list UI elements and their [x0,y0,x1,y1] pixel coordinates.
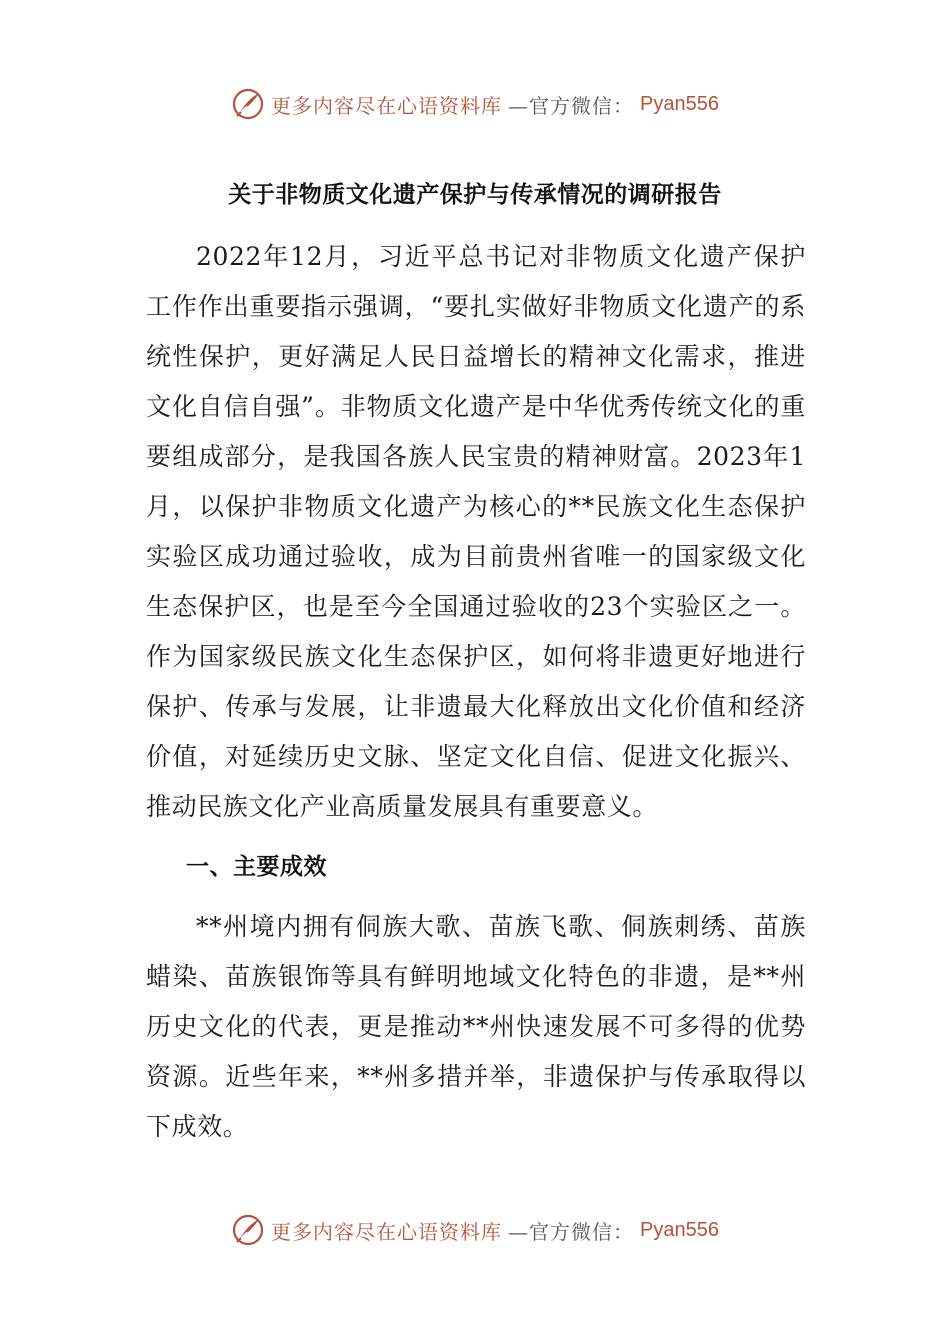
footer-watermark-banner [0,1210,950,1250]
document-title: 关于非物质文化遗产保护与传承情况的调研报告 [228,182,722,208]
intro-paragraph: 2022年12月，习近平总书记对非物质文化遗产保护工作作出重要指示强调，“要扎实做好非物质文化遗产的系统性保护，更好满足人民日益增长的精神文化需求，推进文化自信自强”。非物质文化遗产是中华优秀传统文化的重要组成部分，是我国各族人民宝贵的精神财富。2023年1月，以保护非物质文化遗产为核心的**民族文化生态保护实验区成功通过验收，成为目前贵州省唯一的国家级文化生态保护区，也是至今全国通过验收的23个实验区之一。作为国家级民族文化生态保护区，如何将非遗更好地进行保护、传承与发展，让非遗最大化释放出文化价值和经济价值，对延续历史文脉、坚定文化自信、促进文化振兴、推动民族文化产业高质量发展具有重要意义。 [146,242,806,821]
section-heading-main-achievements: 一、主要成效 [186,854,327,880]
watermark-separator-text: —官方微信： [508,93,635,118]
quill-pen-circle-icon [231,1213,265,1247]
quill-pen-circle-icon [231,87,265,121]
achievements-paragraph: **州境内拥有侗族大歌、苗族飞歌、侗族刺绣、苗族蜡染、苗族银饰等具有鲜明地域文化特色的非遗，是**州历史文化的代表，更是推动**州快速发展不可多得的优势资源。近些年来，**州多措并举，非遗保护与传承取得以下成效。 [146,912,806,1141]
watermark-separator-text: —官方微信： [508,1219,635,1244]
watermark-account-text: Pyan556 [640,1218,719,1241]
watermark-brand-text: 更多内容尽在心语资料库 [271,93,503,118]
watermark-brand-text: 更多内容尽在心语资料库 [271,1219,503,1244]
watermark-account-text: Pyan556 [640,92,719,115]
header-watermark-banner [0,84,950,124]
